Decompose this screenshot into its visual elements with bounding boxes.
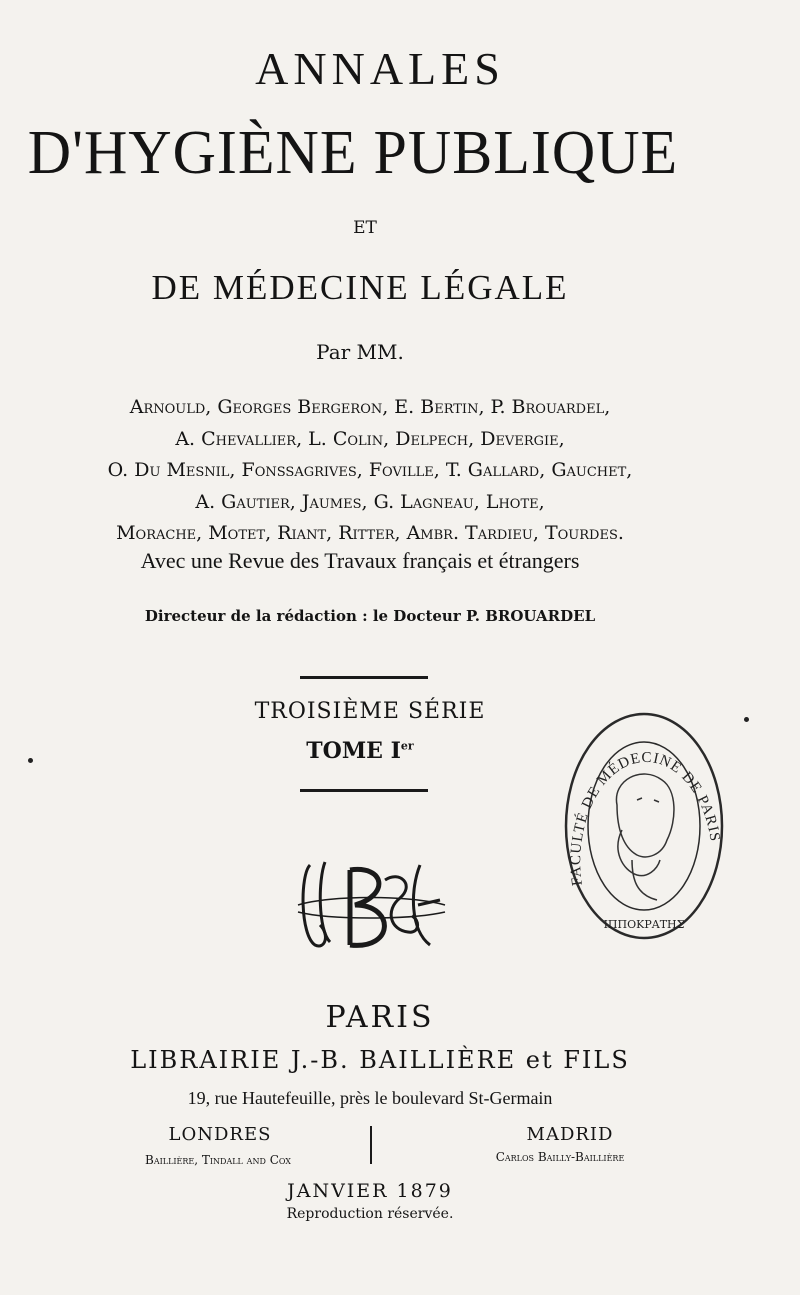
reproduction-notice: Reproduction réservée. bbox=[286, 1206, 454, 1222]
stamp-subtext: ΙΠΠΟΚΡΑΤΗΣ bbox=[603, 918, 685, 931]
library-stamp bbox=[562, 710, 727, 942]
publisher-address: 19, rue Hautefeuille, près le boulevard St-Germain bbox=[187, 1088, 553, 1108]
madrid-label: MADRID bbox=[526, 1124, 614, 1145]
directeur-line: Directeur de la rédaction : le Docteur P. BROUARDEL bbox=[144, 607, 596, 625]
tome-text: TOME I bbox=[306, 738, 401, 764]
revue-line: Avec une Revue des Travaux français et étrangers bbox=[140, 548, 580, 573]
serie-label: TROISIÈME SÉRIE bbox=[254, 699, 486, 724]
authors-line: A. Gautier, Jaumes, G. Lagneau, Lhote, bbox=[195, 490, 545, 513]
london-label: LONDRES bbox=[168, 1124, 272, 1145]
title-et: ET bbox=[353, 218, 377, 238]
ink-dot bbox=[28, 758, 33, 763]
authors-line: Morache, Motet, Riant, Ritter, Ambr. Tardieu, Tourdes. bbox=[116, 522, 624, 544]
authors-line: A. Chevallier, L. Colin, Delpech, Devergie, bbox=[175, 427, 565, 450]
authors-list bbox=[20, 392, 720, 550]
publisher-monogram-logo bbox=[290, 850, 450, 960]
authors-line: O. Du Mesnil, Fonssagrives, Foville, T. Gallard, Gauchet, bbox=[107, 459, 633, 481]
ink-dot bbox=[744, 717, 749, 722]
publication-date: JANVIER 1879 bbox=[287, 1180, 453, 1202]
par-mm: Par MM. bbox=[316, 340, 404, 364]
stamp-text: FACULTÉ DE MÉDECINE DE PARIS bbox=[568, 749, 723, 887]
title-medecine-legale: DE MÉDECINE LÉGALE bbox=[151, 268, 569, 307]
london-publisher: Baillière, Tindall and Cox bbox=[145, 1153, 291, 1167]
authors-line: Arnould, Georges Bergeron, E. Bertin, P. Brouardel, bbox=[129, 396, 611, 418]
city-paris: PARIS bbox=[325, 1000, 435, 1035]
publisher-name: LIBRAIRIE J.-B. BAILLIÈRE et FILS bbox=[130, 1046, 630, 1074]
title-annales: ANNALES bbox=[255, 43, 505, 94]
title-hygiene-publique: D'HYGIÈNE PUBLIQUE bbox=[27, 117, 679, 187]
madrid-publisher: Carlos Bailly-Baillière bbox=[495, 1150, 625, 1164]
divider-top bbox=[300, 676, 428, 679]
tome-superscript: er bbox=[400, 739, 414, 753]
divider-bottom bbox=[300, 789, 428, 792]
tome-label bbox=[300, 738, 420, 764]
divider-vertical bbox=[370, 1126, 372, 1164]
